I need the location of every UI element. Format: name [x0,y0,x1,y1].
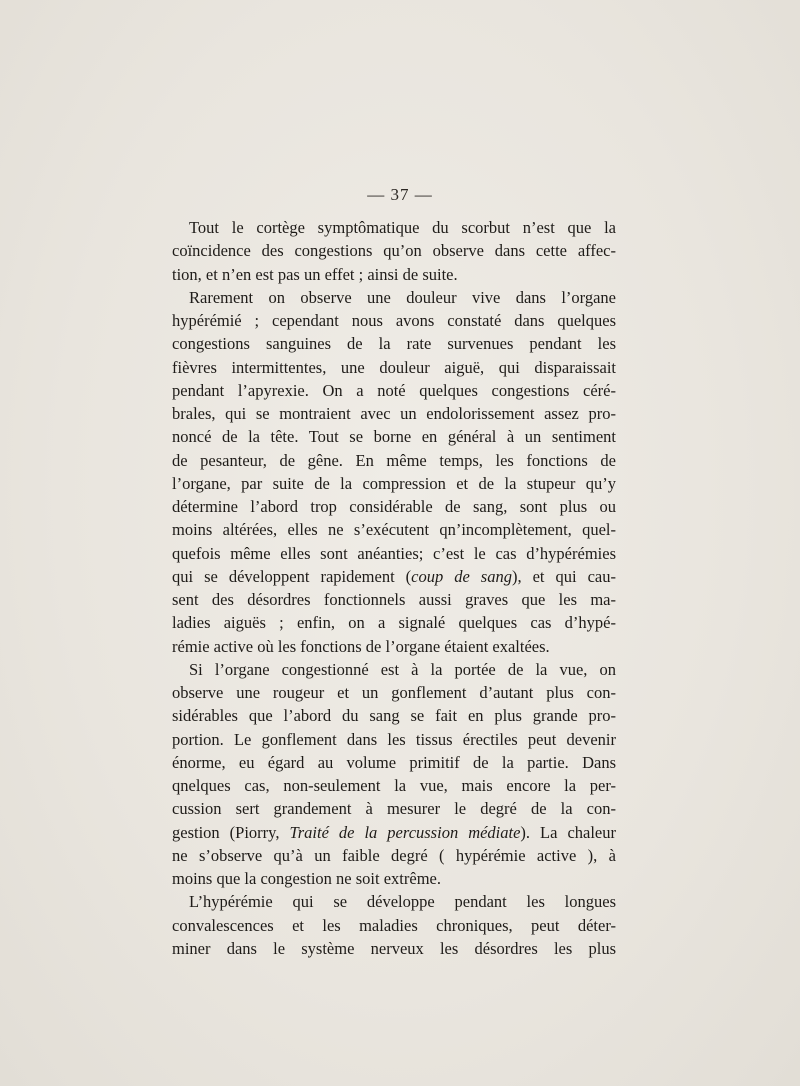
text-line: miner dans le système nerveux les désordres les plus [172,938,616,958]
body-text [172,216,616,960]
text-line: portion. Le gonflement dans les tissus érectiles peut devenir [172,729,616,749]
text-line: gestion (Piorry, Traité de la percussion médiate). La chaleur [172,822,616,842]
text-line: quefois même elles sont anéanties; c’est le cas d’hypérémies [172,543,616,563]
text-line: Si l’organe congestionné est à la portée de la vue, on [189,659,616,679]
text-line: noncé de la tête. Tout se borne en général à un sentiment [172,427,616,447]
text-line: brales, qui se montraient avec un endolorissement assez pro- [172,404,616,423]
text-line: L’hypérémie qui se développe pendant les longues [189,892,616,912]
text-line: l’organe, par suite de la compression et de la stupeur qu’y [172,473,616,493]
text-line: qui se développent rapidement (coup de sang), et qui cau- [172,566,616,586]
text-line: fièvres intermittentes, une douleur aiguë, qui disparaissait [172,357,616,377]
text-line: convalescences et les maladies chroniques, peut déter- [172,915,616,935]
page-number: — 37 — [367,185,433,204]
text-line: Tout le cortège symptômatique du scorbut n’est que la [189,218,616,237]
text-line: moins que la congestion ne soit extrême. [172,869,441,888]
text-line: observe une rougeur et un gonflement d’autant plus con- [172,683,616,702]
italic-phrase: coup de sang [411,566,512,586]
text-line: ne s’observe qu’à un faible degré ( hypérémie active ), à [172,845,616,865]
text-line: détermine l’abord trop considérable de sang, sont plus ou [172,497,616,516]
text-line: hypérémié ; cependant nous avons constaté dans quelques [172,311,616,330]
text-line: sidérables que l’abord du sang se fait en plus grande pro- [172,706,616,726]
text-line: énorme, eu égard au volume primitif de la partie. Dans [172,752,616,772]
text-line: tion, et n’en est pas un effet ; ainsi de suite. [172,264,458,284]
text-line: cussion sert grandement à mesurer le degré de la con- [172,799,616,819]
text-line: Rarement on observe une douleur vive dans l’organe [189,287,616,307]
text-line: ladies aiguës ; enfin, on a signalé quelques cas d’hypé- [172,613,616,633]
text-line: de pesanteur, de gêne. En même temps, les fonctions de [172,450,616,470]
text-line: congestions sanguines de la rate survenues pendant les [172,334,616,354]
text-line: coïncidence des congestions qu’on observe dans cette affec- [172,241,616,261]
text-line: sent des désordres fonctionnels aussi graves que les ma- [172,590,616,609]
text-line: qnelques cas, non-seulement la vue, mais encore la per- [172,776,616,795]
text-line: rémie active où les fonctions de l’organe étaient exaltées. [172,636,550,656]
italic-phrase: Traité de la percussion médiate [289,822,521,842]
text-line: pendant l’apyrexie. On a noté quelques congestions céré- [172,380,616,400]
text-line: moins altérées, elles ne s’exécutent qn’incomplètement, quel- [172,520,616,540]
